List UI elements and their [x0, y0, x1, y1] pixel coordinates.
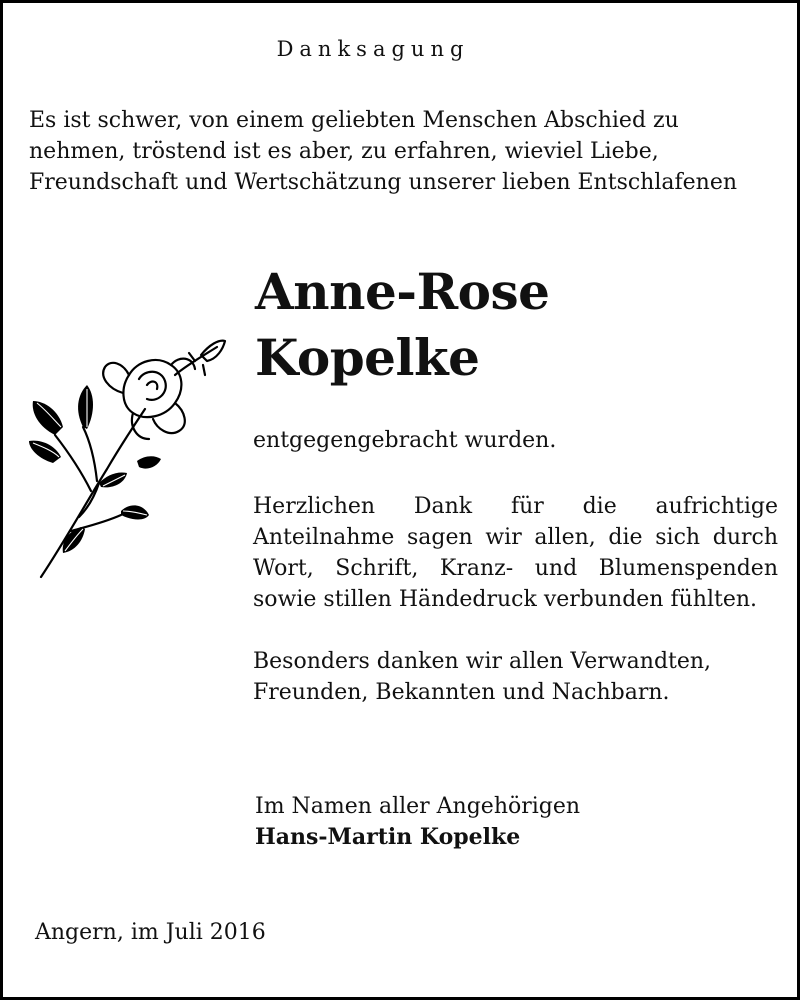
deceased-first-name: Anne-Rose — [255, 262, 550, 321]
thanks-paragraph: Herzlichen Dank für die aufrichtige Anteilnahme sagen wir allen, die sich durch Wort, Schrift, Kranz- und Blumenspenden sowie stillen Händedruck verbunden fühlten. — [253, 494, 778, 612]
signature-name: Hans-Martin Kopelke — [255, 824, 521, 850]
signature-line: Im Namen aller Angehörigen — [255, 794, 581, 819]
rose-icon — [25, 331, 235, 583]
continuation-text: entgegengebracht wurden. — [253, 428, 557, 453]
deceased-last-name: Kopelke — [255, 328, 480, 387]
signature-block — [255, 791, 580, 853]
place-date: Angern, im Juli 2016 — [35, 920, 266, 945]
notice-title: Danksagung — [276, 37, 470, 61]
intro-text: Es ist schwer, von einem geliebten Menschen Abschied zu nehmen, tröstend ist es aber, zu erfahren, wieviel Liebe, Freundschaft und Wertschätzung unserer lieben Entschlafenen — [29, 108, 738, 195]
deceased-name — [255, 259, 549, 391]
special-thanks-paragraph: Besonders danken wir allen Verwandten, Freunden, Bekannten und Nachbarn. — [253, 649, 712, 705]
